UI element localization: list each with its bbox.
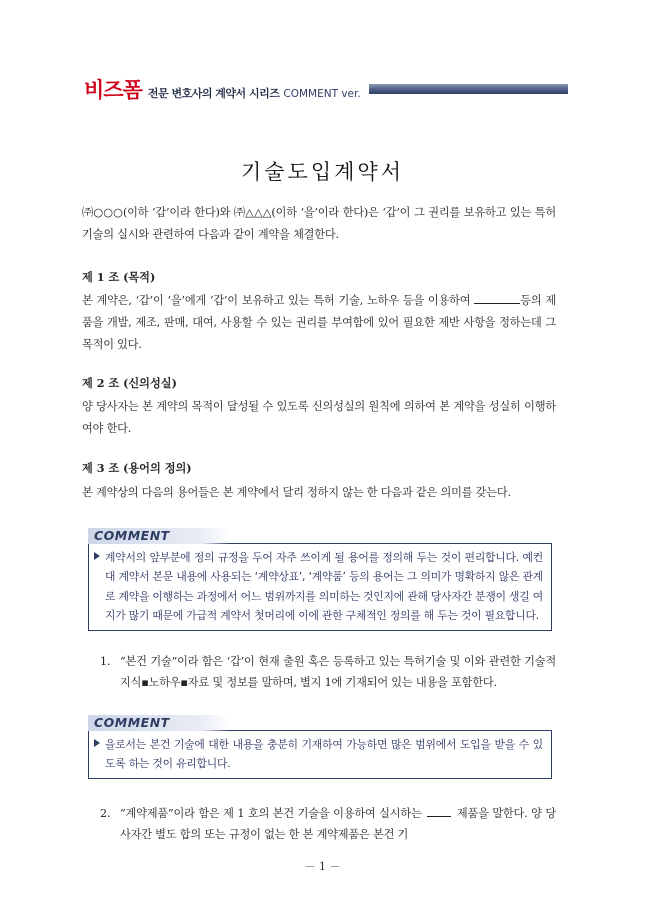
- fill-in-blank: [427, 806, 451, 817]
- series-title: 전문 변호사의 계약서 시리즈: [147, 87, 280, 100]
- page-number: － 1 －: [304, 860, 341, 873]
- comment-tag: COMMENT: [88, 715, 230, 731]
- comment-text: 을로서는 본건 기술에 대한 내용을 충분히 기재하여 가능하면 많은 범위에서 도입을 받을 수 있도록 하는 것이 유리합니다.: [105, 738, 543, 771]
- article-1-heading: 제 1 조 (목적): [82, 270, 156, 284]
- item-text-b: 제품을 말한다. 양 당사자간 별도 합의 또는 규정이 없는 한 본 계약제품은 본건 기: [120, 807, 556, 841]
- comment-box-2: [88, 712, 552, 779]
- triangle-bullet-icon: [94, 552, 100, 560]
- header: [80, 74, 369, 102]
- comment-body: [88, 730, 552, 779]
- comment-text: 계약서의 앞부분에 정의 규정을 두어 자주 쓰이게 될 용어를 정의해 두는 것이 편리합니다. 예컨대 계약서 본문 내용에 사용되는 ‘계약상표’, ‘계약품’ 등의 용어는 그 의미가 명확하지 않은 관계로 계약을 이행하는 과정에서 어느 범위까지를 의미하는 것인지에 관해 당사자간 분쟁이 생길 여지가 많기 때문에 가급적 계약서 첫머리에 이에 관한 구체적인 정의를 해 두는 것이 필요합니다.: [105, 551, 543, 623]
- item-number: 1.: [100, 655, 111, 668]
- brand-logo-text: 비즈폼: [84, 78, 142, 102]
- comment-box-1: [88, 525, 552, 631]
- document-title: 기술도입계약서: [240, 160, 404, 184]
- fill-in-blank: [474, 293, 520, 304]
- article-3-text: 본 계약상의 다음의 용어들은 본 계약에서 달리 정하지 않는 한 다음과 같은 의미를 갖는다.: [82, 486, 511, 499]
- comment-tag: COMMENT: [88, 528, 230, 544]
- comment-body: [88, 543, 552, 631]
- item-text: “본건 기술”이라 함은 ‘갑’이 현재 출원 혹은 등록하고 있는 특허기술 및 이와 관련한 기술적 지식▪노하우▪자료 및 정보를 말하며, 별지 1에 기재되어 있는 내용을 포함한다.: [120, 655, 556, 689]
- version-label: COMMENT ver.: [283, 88, 361, 100]
- list-item: [100, 651, 556, 693]
- triangle-bullet-icon: [94, 739, 100, 747]
- item-text-a: “계약제품”이라 함은 제 1 호의 본건 기술을 이용하여 실시하는: [120, 807, 426, 820]
- article-1-text-b: 등의 제품을 개발, 제조, 판매, 대여, 사용할 수 있는 권리를 부여함에 있어 필요한 제반 사항을 정하는데 그 목적이 있다.: [82, 294, 556, 351]
- list-item: [100, 803, 556, 845]
- article-2-heading: 제 2 조 (신의성실): [82, 376, 177, 390]
- article-1-text: [82, 290, 556, 356]
- item-text: [100, 803, 556, 845]
- article-3-heading: 제 3 조 (용어의 정의): [82, 461, 192, 475]
- intro-paragraph: ㈜○○○(이하 ‘갑’이라 한다)와 ㈜△△△(이하 ‘을’이라 한다)은 ‘갑’이 그 권리를 보유하고 있는 특허기술의 실시와 관련하여 다음과 같이 계약을 체결한다.: [82, 206, 556, 241]
- article-1-text-a: 본 계약은, ‘갑’이 ‘을’에게 ‘갑’이 보유하고 있는 특허 기술, 노하우 등을 이용하여: [82, 294, 475, 307]
- item-number: 2.: [100, 807, 111, 820]
- article-2-text: 양 당사자는 본 계약의 목적이 달성될 수 있도록 신의성실의 원칙에 의하여 본 계약을 성실히 이행하여야 한다.: [82, 400, 556, 435]
